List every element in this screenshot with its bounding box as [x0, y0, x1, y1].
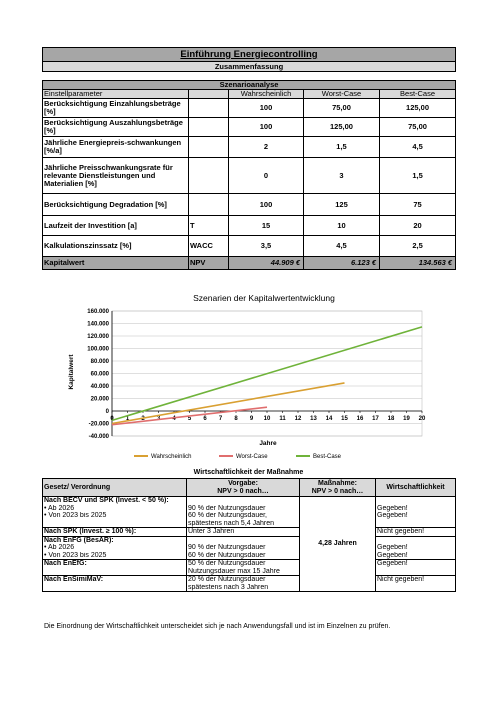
footnote: Die Einordnung der Wirtschaftlichkeit unterscheidet sich je nach Anwendungsfall und ist im Einzelnen zu prüfen.	[44, 623, 391, 630]
param-label: Kalkulationszinssatz [%]	[43, 236, 189, 257]
param-label: Laufzeit der Investition [a]	[43, 216, 189, 236]
x-tick-label: 10	[263, 416, 271, 422]
table-row	[43, 536, 456, 544]
page-title: Einführung Energiecontrolling	[43, 48, 456, 62]
col-worst: Worst-Case	[304, 90, 380, 99]
table-row	[43, 99, 456, 118]
value-worst: 125	[304, 194, 380, 216]
param-symbol	[189, 158, 229, 194]
kapitalwert-wahrscheinlich: 44.909 €	[229, 257, 304, 270]
x-tick-label: 18	[387, 416, 395, 422]
gesetz-cell	[43, 568, 187, 576]
table-row	[43, 118, 456, 137]
header-massnahme: Maßnahme: NPV > 0 nach…	[300, 479, 376, 497]
x-tick-label: 3	[156, 416, 161, 422]
gesetz-cell: • Von 2023 bis 2025	[43, 512, 187, 520]
value-worst: 10	[304, 216, 380, 236]
x-tick-label: 20	[418, 416, 426, 422]
gesetz-cell: • Ab 2026	[43, 544, 187, 552]
param-symbol: T	[189, 216, 229, 236]
table-row	[43, 505, 456, 513]
table-row	[43, 236, 456, 257]
wirtschaftlichkeit-cell: Gegeben!	[376, 505, 456, 513]
value-worst: 3	[304, 158, 380, 194]
vorgabe-cell: 50 % der Nutzungsdauer	[187, 560, 300, 568]
param-label: Berücksichtigung Auszahlungsbeträge [%]	[43, 118, 189, 137]
value-best: 125,00	[380, 99, 456, 118]
kapitalwert-symbol: NPV	[189, 257, 229, 270]
gesetz-cell: Nach SPK (Invest. ≥ 100 %):	[43, 528, 187, 537]
param-symbol	[189, 118, 229, 137]
col-wahrscheinlich: Wahrscheinlich	[229, 90, 304, 99]
wirtschaftlichkeit-cell: Gegeben!	[376, 512, 456, 520]
wirtschaftlichkeit-cell	[376, 497, 456, 505]
wirtschaftlichkeit-table	[42, 478, 456, 592]
value-worst: 125,00	[304, 118, 380, 137]
param-symbol	[189, 194, 229, 216]
gesetz-cell	[43, 520, 187, 528]
param-label: Berücksichtigung Degradation [%]	[43, 194, 189, 216]
vorgabe-cell: Unter 3 Jahren	[187, 528, 300, 537]
value-best: 75,00	[380, 118, 456, 137]
y-tick-label: 80.000	[90, 359, 109, 365]
wirtschaftlichkeit-cell: Gegeben!	[376, 544, 456, 552]
x-tick-label: 15	[341, 416, 348, 422]
value-wahrscheinlich: 100	[229, 118, 304, 137]
y-tick-label: 140.000	[87, 321, 109, 328]
x-tick-label: 1	[125, 416, 130, 422]
x-tick-label: 14	[325, 416, 333, 422]
value-worst: 4,5	[304, 236, 380, 257]
x-tick-label: 7	[218, 416, 223, 422]
wirtschaftlichkeit-cell: Gegeben!	[376, 560, 456, 568]
x-tick-label: 8	[234, 416, 238, 422]
scenario-header: Szenarioanalyse	[43, 81, 456, 90]
x-tick-label: 17	[372, 416, 379, 422]
value-worst: 75,00	[304, 99, 380, 118]
chart-y-ticks	[87, 309, 109, 440]
y-tick-label: 160.000	[87, 309, 109, 315]
value-wahrscheinlich: 15	[229, 216, 304, 236]
y-tick-label: 120.000	[87, 334, 109, 340]
wirtschaftlichkeit-cell	[376, 584, 456, 592]
value-wahrscheinlich: 0	[229, 158, 304, 194]
vorgabe-cell: Nutzungsdauer max 15 Jahre	[187, 568, 300, 576]
x-tick-label: 13	[310, 416, 317, 422]
table-row	[43, 560, 456, 568]
vorgabe-cell: spätestens nach 5,4 Jahren	[187, 520, 300, 528]
y-tick-label: 60.000	[90, 371, 109, 378]
vorgabe-cell: 60 % der Nutzungsdauer	[187, 552, 300, 560]
header-vorgabe: Vorgabe: NPV > 0 nach…	[187, 479, 300, 497]
wirtschaftlichkeit-cell: Nicht gegeben!	[376, 528, 456, 537]
y-tick-label: 100.000	[87, 346, 109, 353]
table-row	[43, 512, 456, 520]
table-row	[43, 576, 456, 584]
value-wahrscheinlich: 3,5	[229, 236, 304, 257]
value-best: 75	[380, 194, 456, 216]
value-wahrscheinlich: 2	[229, 137, 304, 158]
y-tick-label: 20.000	[90, 396, 109, 403]
header-wirtschaftlichkeit: Wirtschaftlichkeit	[376, 479, 456, 497]
wirtschaftlichkeit-cell: Gegeben!	[376, 552, 456, 560]
vorgabe-cell: spätestens nach 3 Jahren	[187, 584, 300, 592]
chart-x-label: Jahre	[259, 440, 277, 447]
param-symbol	[189, 99, 229, 118]
vorgabe-cell: 90 % der Nutzungsdauer	[187, 505, 300, 513]
kapitalwert-chart	[64, 290, 446, 468]
col-param: Einstellparameter	[43, 90, 189, 99]
param-label: Berücksichtigung Einzahlungsbeträge [%]	[43, 99, 189, 118]
gesetz-cell: Nach EnSimiMaV:	[43, 576, 187, 584]
x-tick-label: 5	[187, 416, 192, 422]
vorgabe-cell	[187, 497, 300, 505]
vorgabe-cell: 60 % der Nutzungsdauer,	[187, 512, 300, 520]
vorgabe-cell: 90 % der Nutzungsdauer	[187, 544, 300, 552]
y-tick-label: -20.000	[88, 421, 109, 428]
gesetz-cell: Nach BECV und SPK (Invest. < 50 %):	[43, 497, 187, 505]
kapitalwert-best: 134.563 €	[380, 257, 456, 270]
y-tick-label: 40.000	[90, 384, 109, 390]
kapitalwert-row	[43, 257, 456, 270]
gesetz-cell: Nach EnFG (BesAR):	[43, 536, 187, 544]
vorgabe-cell	[187, 536, 300, 544]
table-row	[43, 158, 456, 194]
param-label: Jährliche Energiepreis-schwankungen [%/a]	[43, 137, 189, 158]
title-table	[42, 47, 456, 72]
table-row	[43, 216, 456, 236]
header-gesetz: Gesetz/ Verordnung	[43, 479, 187, 497]
table-row	[43, 544, 456, 552]
x-tick-label: 6	[203, 416, 207, 422]
gesetz-cell: Nach EnEfG:	[43, 560, 187, 568]
table-row	[43, 528, 456, 537]
wirtschaftlichkeit-cell: Nicht gegeben!	[376, 576, 456, 584]
wirtschaftlichkeit-cell	[376, 536, 456, 544]
chart-legend	[134, 454, 342, 460]
value-best: 20	[380, 216, 456, 236]
chart-series	[112, 327, 422, 425]
x-tick-label: 16	[356, 416, 364, 422]
gesetz-cell	[43, 584, 187, 592]
x-tick-label: 2	[141, 416, 145, 422]
kapitalwert-worst: 6.123 €	[304, 257, 380, 270]
table-row	[43, 137, 456, 158]
table-row	[43, 584, 456, 592]
x-tick-label: 9	[249, 416, 254, 422]
wirtschaftlichkeit-title: Wirtschaftlichkeit der Maßnahme	[193, 469, 304, 476]
chart-y-label: Kapitalwert	[68, 354, 75, 390]
value-best: 2,5	[380, 236, 456, 257]
wirtschaftlichkeit-cell	[376, 520, 456, 528]
y-tick-label: 0	[105, 409, 109, 415]
value-best: 1,5	[380, 158, 456, 194]
massnahme-value: 4,28 Jahren	[300, 497, 376, 592]
param-label: Jährliche Preisschwankungsrate für relevante Dienstleistungen und Materialien [%]	[43, 158, 189, 194]
legend-label: Wahrscheinlich	[151, 454, 192, 460]
scenario-table	[42, 80, 456, 270]
gesetz-cell: • Von 2023 bis 2025	[43, 552, 187, 560]
table-row	[43, 497, 456, 505]
param-symbol: WACC	[189, 236, 229, 257]
col-symbol	[189, 90, 229, 99]
legend-label: Best-Case	[313, 454, 342, 460]
x-tick-label: 11	[279, 416, 286, 422]
x-tick-label: 4	[172, 416, 176, 422]
page-subtitle: Zusammenfassung	[43, 62, 456, 72]
kapitalwert-label: Kapitalwert	[43, 257, 189, 270]
gesetz-cell: • Ab 2026	[43, 505, 187, 513]
table-row	[43, 552, 456, 560]
value-wahrscheinlich: 100	[229, 99, 304, 118]
table-row	[43, 568, 456, 576]
vorgabe-cell: 20 % der Nutzungsdauer	[187, 576, 300, 584]
x-tick-label: 19	[403, 416, 410, 422]
chart-title: Szenarien der Kapitalwertentwicklung	[193, 293, 335, 303]
param-symbol	[189, 137, 229, 158]
legend-label: Worst-Case	[236, 454, 268, 460]
y-tick-label: -40.000	[88, 434, 109, 440]
x-tick-label: 0	[110, 416, 114, 422]
value-best: 4,5	[380, 137, 456, 158]
col-best: Best-Case	[380, 90, 456, 99]
table-row	[43, 194, 456, 216]
value-wahrscheinlich: 100	[229, 194, 304, 216]
value-worst: 1,5	[304, 137, 380, 158]
x-tick-label: 12	[294, 416, 302, 422]
wirtschaftlichkeit-cell	[376, 568, 456, 576]
table-row	[43, 520, 456, 528]
